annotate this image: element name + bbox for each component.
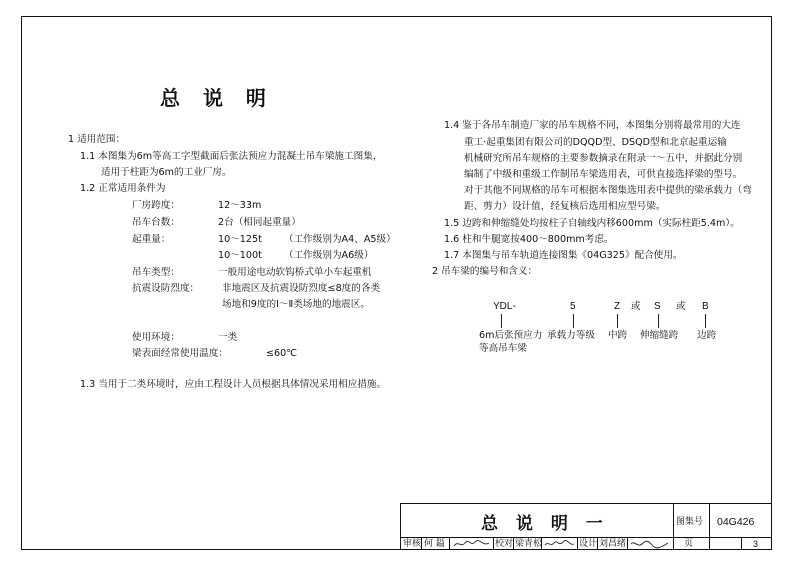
meaning-prefix-line-1: 6m后张预应力: [479, 330, 543, 341]
checker-signature: [544, 539, 576, 549]
section-1-heading: 1 适用范围：: [68, 134, 126, 145]
leader-line: [501, 314, 502, 328]
review-label: 审核: [403, 539, 422, 549]
condition-label-span: 厂房跨度：: [132, 200, 180, 211]
code-edge-span: B: [702, 301, 709, 312]
code-prefix: YDL-: [493, 301, 516, 312]
condition-label-capacity: 起重量：: [132, 234, 171, 245]
clause-1-6: 1.6 柱和牛腿宽按400～800mm考虑。: [444, 234, 614, 245]
condition-label-count: 吊车台数：: [132, 217, 180, 228]
drawing-title: 总 说 明 一: [481, 514, 609, 534]
meaning-prefix-line-2: 等高吊车梁: [479, 343, 527, 354]
meaning-edge-span: 边跨: [697, 330, 717, 341]
condition-value-span: 12～33m: [218, 200, 262, 211]
clause-1-5: 1.5 边跨和伸缩缝处均按柱子自轴线内移600mm（实际柱距5.4m）。: [444, 218, 740, 229]
divider: [709, 504, 710, 550]
leader-line: [658, 314, 659, 328]
code-middle-span: Z: [614, 301, 621, 312]
condition-note-capacity-1: （工作级别为A4、A5级）: [284, 234, 396, 245]
atlas-number-label: 图集号: [676, 517, 704, 527]
divider: [627, 537, 628, 550]
divider: [673, 504, 674, 550]
divider: [401, 537, 772, 538]
clause-1-1-line-1: 1.1 本图集为6m等高工字型截面后张法预应力混凝土吊车梁施工图集，: [80, 151, 383, 162]
condition-label-crane-type: 吊车类型：: [132, 267, 180, 278]
divider: [493, 537, 494, 550]
meaning-middle-span: 中跨: [608, 330, 628, 341]
leader-line: [617, 314, 618, 328]
divider: [597, 537, 598, 550]
divider: [449, 537, 450, 550]
condition-label-seismic: 抗震设防烈度：: [132, 283, 200, 294]
clause-1-4-line-1: 1.4 鉴于各吊车制造厂家的吊车规格不同，本图集分别将最常用的大连: [444, 120, 741, 131]
clause-1-1-line-2: 适用于柱距为6m的工业厂房。: [101, 167, 232, 178]
condition-label-environment: 使用环境：: [132, 332, 180, 343]
condition-value-environment: 一类: [218, 332, 238, 343]
check-label: 校对: [495, 539, 514, 549]
reviewer-name: 何 鎰: [424, 539, 445, 549]
reviewer-signature: [453, 539, 491, 549]
code-expansion-span: S: [654, 301, 661, 312]
condition-label-temperature: 梁表面经常使用温度：: [132, 348, 228, 359]
leader-line: [705, 314, 706, 328]
clause-1-3: 1.3 当用于二类环境时，应由工程设计人员根据具体情况采用相应措施。: [80, 379, 387, 390]
clause-1-4-line-6: 距、剪力）设计值，经复核后选用相应型号梁。: [464, 201, 666, 212]
checker-name: 梁青松: [515, 539, 543, 549]
code-load-grade: 5: [570, 301, 576, 312]
clause-1-4-line-2: 重工·起重集团有限公司的DQQD型、DSQD型和北京起重运输: [464, 137, 727, 148]
design-label: 设计: [579, 539, 598, 549]
title-block: [400, 503, 772, 550]
designer-signature: [630, 539, 670, 549]
leader-line: [573, 314, 574, 328]
code-or-1: 或: [631, 301, 641, 312]
condition-value-crane-type: 一般用途电动软钩桥式单小车起重机: [218, 267, 372, 278]
clause-1-4-line-5: 对于其他不同规格的吊车可根据本图集选用表中提供的梁承载力（弯: [464, 185, 752, 196]
condition-value-capacity-2: 10～100t: [218, 250, 262, 261]
condition-value-seismic-2: 场地和9度的Ⅰ～Ⅱ类场地的地震区。: [222, 299, 370, 310]
condition-value-seismic-1: 非地震区及抗震设防烈度≤8度的各类: [222, 283, 381, 294]
condition-note-capacity-2: （工作级别为A6级）: [284, 250, 374, 261]
code-or-2: 或: [676, 301, 686, 312]
meaning-expansion-span: 伸缩缝跨: [640, 330, 679, 341]
condition-value-temperature: ≤60℃: [266, 348, 298, 359]
clause-1-7: 1.7 本图集与吊车轨道连接图集《04G325》配合使用。: [444, 250, 683, 261]
divider: [513, 537, 514, 550]
divider: [741, 537, 742, 550]
clause-1-4-line-4: 编制了中级和重级工作制吊车梁选用表，可供直接选择梁的型号。: [464, 169, 743, 180]
designer-name: 刘昌绪: [599, 539, 627, 549]
divider: [577, 537, 578, 550]
meaning-load-grade: 承载力等级: [547, 330, 595, 341]
atlas-number: 04G426: [717, 516, 755, 528]
condition-value-count: 2台（相同起重量）: [218, 217, 301, 228]
page-title: 总 说 明: [160, 86, 274, 110]
divider: [421, 537, 422, 550]
condition-value-capacity-1: 10～125t: [218, 234, 262, 245]
page-label: 页: [684, 539, 694, 549]
clause-1-4-line-3: 机械研究所吊车规格的主要参数摘录在附录一～五中，并据此分别: [464, 153, 743, 164]
page-number: 3: [753, 539, 759, 549]
clause-1-2: 1.2 正常适用条件为: [80, 183, 166, 194]
section-2-heading: 2 吊车梁的编号和含义：: [432, 266, 538, 277]
